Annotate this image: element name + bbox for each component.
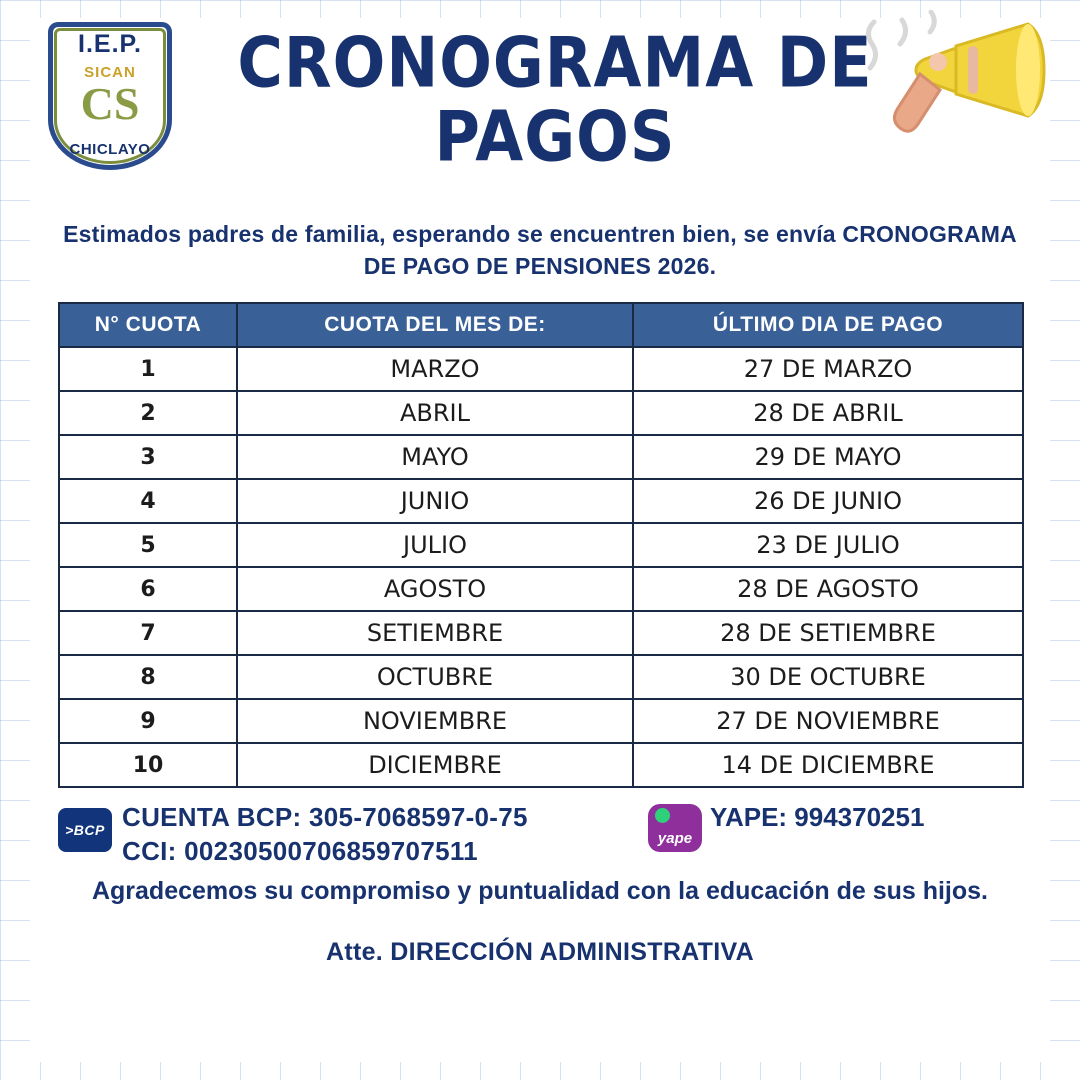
cell-dia: 30 DE OCTUBRE xyxy=(633,655,1023,699)
cci-number: CCI: 00230500706859707511 xyxy=(122,836,478,866)
cell-cuota: 9 xyxy=(59,699,237,743)
page-title: CRONOGRAMA DE PAGOS xyxy=(237,21,873,178)
cell-cuota: 3 xyxy=(59,435,237,479)
cell-dia: 23 DE JULIO xyxy=(633,523,1023,567)
cell-dia: 27 DE NOVIEMBRE xyxy=(633,699,1023,743)
cell-mes: AGOSTO xyxy=(237,567,633,611)
school-crest-logo xyxy=(48,22,172,170)
cell-mes: SETIEMBRE xyxy=(237,611,633,655)
cell-mes: OCTUBRE xyxy=(237,655,633,699)
payment-info xyxy=(58,800,1022,868)
header xyxy=(0,0,1080,190)
cell-dia: 26 DE JUNIO xyxy=(633,479,1023,523)
cell-cuota: 2 xyxy=(59,391,237,435)
bcp-account-number: CUENTA BCP: 305-7068597-0-75 xyxy=(122,802,528,832)
yape-logo-icon: yape xyxy=(648,804,702,852)
thanks-message: Agradecemos su compromiso y puntualidad con la educación de sus hijos. xyxy=(91,877,989,905)
schedule-table-wrapper xyxy=(58,302,1022,788)
yape-number: YAPE: 994370251 xyxy=(710,802,925,832)
cell-dia: 28 DE ABRIL xyxy=(633,391,1023,435)
cell-cuota: 10 xyxy=(59,743,237,787)
cell-dia: 28 DE SETIEMBRE xyxy=(633,611,1023,655)
cell-mes: MAYO xyxy=(237,435,633,479)
cell-dia: 14 DE DICIEMBRE xyxy=(633,743,1023,787)
crest-sican-label: SICAN xyxy=(84,64,136,81)
cell-mes: MARZO xyxy=(237,347,633,391)
crest-chiclayo-label: CHICLAYO xyxy=(69,141,151,158)
table-header-cuota: N° CUOTA xyxy=(59,303,237,347)
table-header-dia: ÚLTIMO DIA DE PAGO xyxy=(633,303,1023,347)
cell-dia: 28 DE AGOSTO xyxy=(633,567,1023,611)
crest-cs-monogram: CS xyxy=(80,78,140,129)
table-row xyxy=(59,655,1023,699)
yape-badge-dot-icon xyxy=(655,808,670,823)
cell-mes: JULIO xyxy=(237,523,633,567)
table-row xyxy=(59,611,1023,655)
table-row xyxy=(59,391,1023,435)
table-row xyxy=(59,699,1023,743)
signoff-line: Atte. DIRECCIÓN ADMINISTRATIVA xyxy=(326,938,754,966)
cell-cuota: 6 xyxy=(59,567,237,611)
table-row xyxy=(59,743,1023,787)
cell-mes: NOVIEMBRE xyxy=(237,699,633,743)
table-row xyxy=(59,435,1023,479)
cell-mes: ABRIL xyxy=(237,391,633,435)
table-row xyxy=(59,523,1023,567)
megaphone-icon xyxy=(852,10,1052,170)
cell-cuota: 8 xyxy=(59,655,237,699)
crest-iep-label: I.E.P. xyxy=(78,30,142,58)
table-row xyxy=(59,479,1023,523)
cell-mes: JUNIO xyxy=(237,479,633,523)
cell-cuota: 1 xyxy=(59,347,237,391)
table-row xyxy=(59,567,1023,611)
table-header-mes: CUOTA DEL MES DE: xyxy=(237,303,633,347)
cell-dia: 27 DE MARZO xyxy=(633,347,1023,391)
cell-cuota: 7 xyxy=(59,611,237,655)
intro-paragraph: Estimados padres de familia, esperando se encuentren bien, se envía CRONOGRAMA DE PAGO DE PENSIONES 2026. xyxy=(63,221,1017,279)
table-row xyxy=(59,347,1023,391)
cell-mes: DICIEMBRE xyxy=(237,743,633,787)
cell-dia: 29 DE MAYO xyxy=(633,435,1023,479)
cell-cuota: 4 xyxy=(59,479,237,523)
table-header-row xyxy=(59,303,1023,347)
payment-schedule-table xyxy=(58,302,1024,788)
bcp-logo-icon: >BCP xyxy=(58,808,112,852)
bcp-account-block xyxy=(122,800,528,868)
cell-cuota: 5 xyxy=(59,523,237,567)
